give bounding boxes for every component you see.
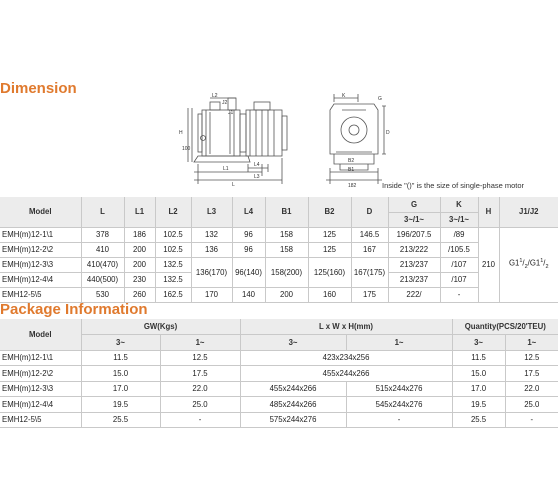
cell-L: 440(500): [81, 272, 124, 287]
cell-L3: 170: [191, 287, 232, 302]
model-cell: EMH(m)12-3\3: [0, 257, 81, 272]
label-B2: B2: [348, 158, 355, 164]
cell-lwh1: 515x244x276: [346, 381, 452, 397]
cell-L3: 136: [191, 242, 232, 257]
label-L: L: [232, 182, 235, 188]
pump-front-view-drawing: [322, 92, 394, 188]
cell-B1: 158: [265, 227, 308, 242]
cell-K: /107: [440, 257, 478, 272]
cell-L4: 96(140): [232, 257, 265, 287]
header-L4: L4: [232, 197, 265, 227]
cell-L2: 162.5: [155, 287, 191, 302]
cell-L2: 132.5: [155, 257, 191, 272]
table-row: [0, 412, 558, 428]
cell-gw1: -: [160, 412, 240, 428]
label-K: K: [342, 93, 346, 99]
model-cell: EMH12-5\5: [0, 412, 81, 428]
cell-q3: 25.5: [452, 412, 505, 428]
header-L3: L3: [191, 197, 232, 227]
header-K-phase: 3~/1~: [440, 212, 478, 227]
cell-D: 167(175): [351, 257, 388, 287]
header-H: H: [478, 197, 499, 227]
header-qty-three-phase: 3~: [452, 335, 505, 351]
cell-q1: 25.0: [505, 397, 558, 413]
cell-L: 410(470): [81, 257, 124, 272]
cell-gw3: 19.5: [81, 397, 160, 413]
cell-L4: 96: [232, 227, 265, 242]
cell-G: 222/: [388, 287, 440, 302]
cell-lwh3: 575x244x276: [240, 412, 346, 428]
cell-D: 175: [351, 287, 388, 302]
header-G-phase: 3~/1~: [388, 212, 440, 227]
table-row: [0, 397, 558, 413]
cell-gw1: 25.0: [160, 397, 240, 413]
header-L2: L2: [155, 197, 191, 227]
label-L3: L3: [254, 174, 260, 180]
cell-B2: 125: [308, 242, 351, 257]
cell-q3: 19.5: [452, 397, 505, 413]
model-cell: EMH(m)12-1\1: [0, 227, 81, 242]
label-D: D: [386, 130, 390, 136]
table-row: [0, 350, 558, 366]
cell-L1: 200: [124, 257, 155, 272]
cell-K: /105.5: [440, 242, 478, 257]
header-lwh-single-phase: 1~: [346, 335, 452, 351]
cell-H: 210: [478, 227, 499, 302]
package-table: [0, 319, 558, 428]
label-L4: L4: [254, 162, 260, 168]
pump-side-view-drawing: [168, 92, 318, 188]
cell-q1: 22.0: [505, 381, 558, 397]
dimension-header-row: [0, 197, 558, 212]
header-B1: B1: [265, 197, 308, 227]
thread-b-den: 2: [545, 264, 549, 271]
thread-a: G1: [508, 259, 520, 269]
cell-B2: 125: [308, 227, 351, 242]
header-gw-three-phase: 3~: [81, 335, 160, 351]
table-row: [0, 242, 558, 257]
cell-B1: 158(200): [265, 257, 308, 287]
cell-K: /107: [440, 272, 478, 287]
label-100: 100: [182, 146, 191, 152]
model-cell: EMH(m)12-4\4: [0, 397, 81, 413]
cell-q3: 11.5: [452, 350, 505, 366]
cell-gw3: 25.5: [81, 412, 160, 428]
label-182: 182: [348, 183, 357, 188]
header-lwh-three-phase: 3~: [240, 335, 346, 351]
table-row: [0, 366, 558, 382]
cell-q3: 15.0: [452, 366, 505, 382]
header-J1J2: J1/J2: [499, 197, 558, 227]
cell-L3: 132: [191, 227, 232, 242]
cell-L1: 260: [124, 287, 155, 302]
single-phase-note: Inside "()" is the size of single-phase motor: [382, 181, 525, 190]
cell-G: 196/207.5: [388, 227, 440, 242]
cell-gw3: 15.0: [81, 366, 160, 382]
thread-a-num: 1: [519, 258, 523, 265]
cell-q3: 17.0: [452, 381, 505, 397]
cell-K: /89: [440, 227, 478, 242]
header-L: L: [81, 197, 124, 227]
model-cell: EMH(m)12-2\2: [0, 366, 81, 382]
model-cell: EMH(m)12-3\3: [0, 381, 81, 397]
cell-lwh1: 545x244x276: [346, 397, 452, 413]
cell-gw3: 11.5: [81, 350, 160, 366]
header-quantity: Quantity(PCS/20'TEU): [452, 319, 558, 335]
cell-B2: 160: [308, 287, 351, 302]
cell-lwh3: 455x244x266: [240, 381, 346, 397]
dimension-table: [0, 197, 558, 303]
dimension-title: Dimension: [0, 80, 77, 97]
header-gw: GW(Kgs): [81, 319, 240, 335]
cell-B1: 200: [265, 287, 308, 302]
cell-L4: 96: [232, 242, 265, 257]
cell-G: 213/237: [388, 257, 440, 272]
cell-gw1: 22.0: [160, 381, 240, 397]
cell-q1: 12.5: [505, 350, 558, 366]
header-G: G: [388, 197, 440, 212]
label-L1: L1: [223, 166, 229, 172]
label-L2: L2: [212, 93, 218, 99]
cell-L: 410: [81, 242, 124, 257]
cell-q1: 17.5: [505, 366, 558, 382]
cell-B2: 125(160): [308, 257, 351, 287]
package-header-row: [0, 319, 558, 335]
header-model: Model: [0, 197, 81, 227]
model-cell: EMH(m)12-2\2: [0, 242, 81, 257]
cell-L1: 200: [124, 242, 155, 257]
thread-b: /G1: [527, 259, 541, 269]
cell-L: 530: [81, 287, 124, 302]
label-H: H: [179, 130, 183, 136]
model-cell: EMH(m)12-4\4: [0, 272, 81, 287]
cell-G: 213/237: [388, 272, 440, 287]
cell-G: 213/222: [388, 242, 440, 257]
thread-b-num: 1: [540, 258, 544, 265]
model-cell: EMH12-5\5: [0, 287, 81, 302]
table-row: [0, 381, 558, 397]
table-row: [0, 227, 558, 242]
thread-a-den: 2: [524, 264, 528, 271]
cell-gw1: 17.5: [160, 366, 240, 382]
cell-L2: 102.5: [155, 242, 191, 257]
cell-lwh1: -: [346, 412, 452, 428]
label-J2: J2: [222, 100, 228, 106]
table-row: [0, 287, 558, 302]
cell-D: 146.5: [351, 227, 388, 242]
header-D: D: [351, 197, 388, 227]
label-G: G: [378, 96, 382, 102]
cell-lwh: 455x244x266: [240, 366, 452, 382]
cell-L: 378: [81, 227, 124, 242]
header-K: K: [440, 197, 478, 212]
cell-gw1: 12.5: [160, 350, 240, 366]
cell-lwh: 423x234x256: [240, 350, 452, 366]
label-J1: J1: [228, 110, 234, 116]
cell-K: -: [440, 287, 478, 302]
table-row: [0, 257, 558, 272]
cell-L4: 140: [232, 287, 265, 302]
label-B1: B1: [348, 167, 355, 173]
cell-L2: 102.5: [155, 227, 191, 242]
header-qty-single-phase: 1~: [505, 335, 558, 351]
header-L1: L1: [124, 197, 155, 227]
cell-gw3: 17.0: [81, 381, 160, 397]
header-lwh: L x W x H(mm): [240, 319, 452, 335]
cell-B1: 158: [265, 242, 308, 257]
cell-L1: 230: [124, 272, 155, 287]
cell-L1: 186: [124, 227, 155, 242]
header-gw-single-phase: 1~: [160, 335, 240, 351]
cell-J1J2: $G1^1/_2/G1^1/_2$: [499, 227, 558, 302]
package-info-title: Package Information: [0, 301, 148, 318]
model-cell: EMH(m)12-1\1: [0, 350, 81, 366]
cell-lwh3: 485x244x266: [240, 397, 346, 413]
header-model: Model: [0, 319, 81, 350]
header-B2: B2: [308, 197, 351, 227]
cell-q1: -: [505, 412, 558, 428]
cell-L2: 132.5: [155, 272, 191, 287]
cell-D: 167: [351, 242, 388, 257]
cell-L3: 136(170): [191, 257, 232, 287]
package-subheader-row: [0, 335, 558, 351]
